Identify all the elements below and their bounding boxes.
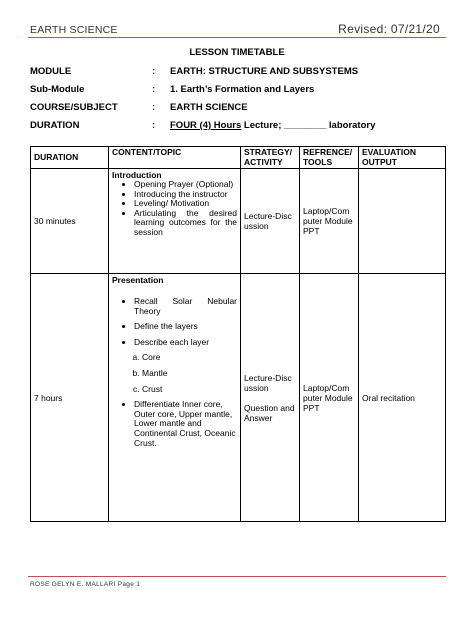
meta-colon: : — [152, 102, 156, 113]
duration-rest: Lecture; ________ laboratory — [241, 120, 376, 131]
meta-colon: : — [152, 66, 156, 77]
sub-list-item: a. Core — [142, 353, 237, 363]
header-strategy: STRATEGY/ ACTIVITY — [241, 147, 300, 169]
list-item: • Opening Prayer (Optional) — [134, 180, 237, 190]
row-tools: Laptop/Com puter Module PPT — [300, 274, 359, 522]
header-reference: REFRENCE/ TOOLS — [300, 147, 359, 169]
meta-value: EARTH: STRUCTURE AND SUBSYSTEMS — [170, 66, 359, 77]
row-duration: 30 minutes — [31, 169, 109, 274]
meta-value: 1. Earth’s Formation and Layers — [170, 84, 315, 95]
row-duration: 7 hours — [31, 274, 109, 522]
section-title: Introduction — [112, 170, 162, 180]
strategy-qa: Question and Answer — [244, 402, 295, 423]
meta-label: COURSE/SUBJECT — [30, 102, 118, 113]
header-subject: EARTH SCIENCE — [30, 24, 118, 36]
footer-author-page: ROSE GELYN E. MALLARI Page 1 — [30, 581, 141, 588]
header-divider — [28, 37, 446, 38]
table-row — [31, 274, 446, 522]
header-revised-date: Revised: 07/21/20 — [338, 22, 440, 36]
row-evaluation — [359, 169, 446, 274]
meta-colon: : — [152, 84, 156, 95]
row-strategy: Lecture-Disc ussion — [241, 169, 300, 274]
meta-value: EARTH SCIENCE — [170, 102, 248, 113]
footer-divider — [28, 576, 446, 577]
row-evaluation: Oral recitation — [359, 274, 446, 522]
list-item: • Articulating the desired learning outcomes for the session — [134, 209, 237, 238]
list-item: • Recall Solar Nebular Theory — [134, 297, 237, 316]
table-row — [31, 169, 446, 274]
strategy-lecture: Lecture-Disc ussion — [244, 372, 292, 393]
meta-value — [170, 120, 375, 131]
meta-label: MODULE — [30, 66, 72, 77]
header-duration: DURATION — [31, 147, 109, 169]
header-content-topic: CONTENT/TOPIC — [109, 147, 241, 169]
duration-hours: FOUR (4) Hours — [170, 120, 242, 131]
list-item: • Introducing the instructor — [134, 190, 237, 200]
section-title: Presentation — [112, 275, 164, 285]
row-content — [109, 169, 241, 274]
meta-label: DURATION — [30, 120, 80, 131]
list-item: • Differentiate Inner core, Outer core, Upper mantle, Lower mantle and Continental Crust, Oceanic Crust. — [134, 400, 237, 448]
list-item: • Leveling/ Motivation — [134, 199, 237, 209]
row-strategy — [241, 274, 300, 522]
sub-list-item: c. Crust — [142, 385, 237, 395]
header-evaluation: EVALUATION OUTPUT — [359, 147, 446, 169]
meta-colon: : — [152, 120, 156, 131]
sub-list-item: b. Mantle — [142, 369, 237, 379]
timetable — [30, 146, 446, 522]
list-item: • Describe each layer — [134, 338, 237, 348]
list-item: • Define the layers — [134, 322, 237, 332]
document-title: LESSON TIMETABLE — [189, 47, 285, 58]
row-content — [109, 274, 241, 522]
table-header-row — [31, 147, 446, 169]
meta-label: Sub-Module — [30, 84, 85, 95]
row-tools: Laptop/Com puter Module PPT — [300, 169, 359, 274]
